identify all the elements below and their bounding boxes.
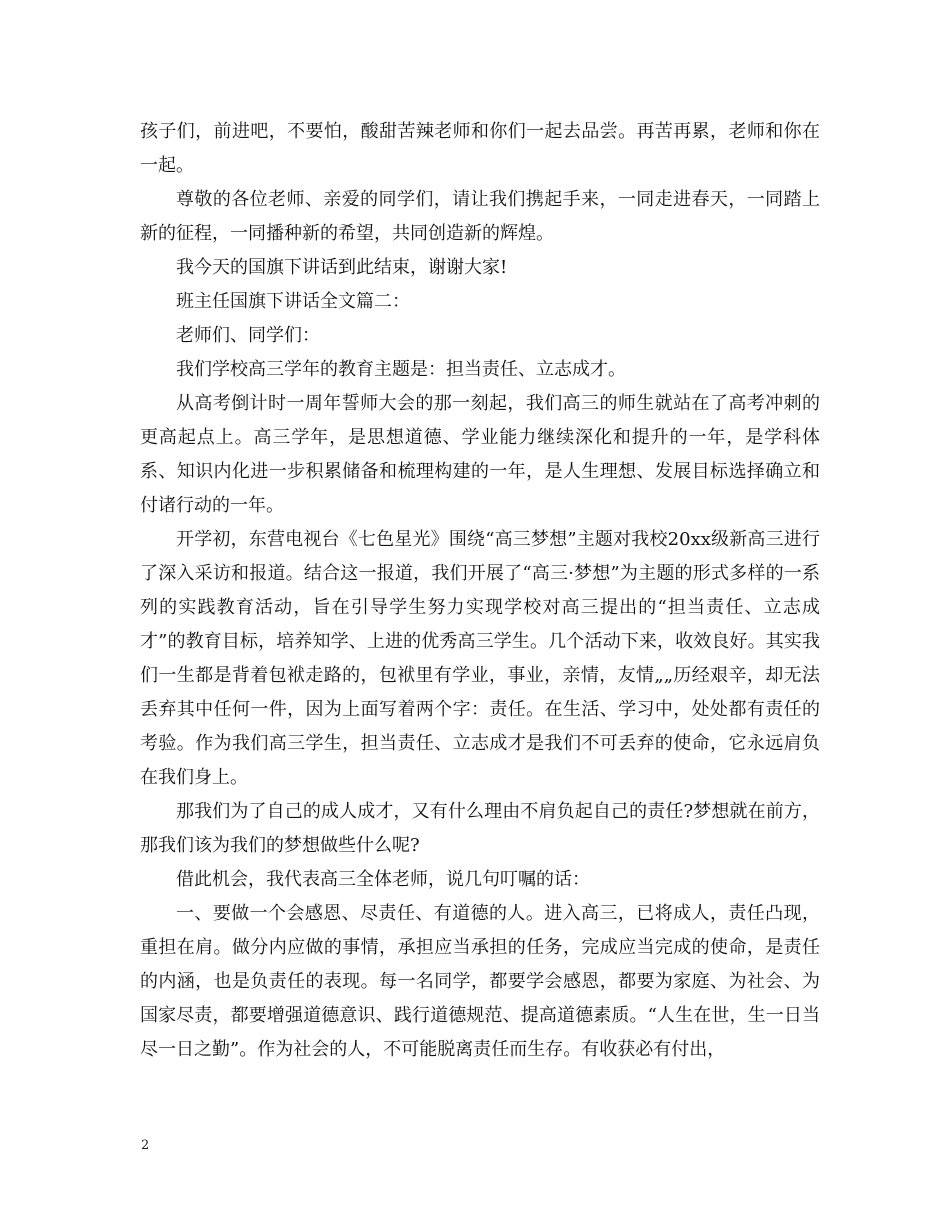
paragraph-3: 我今天的国旗下讲话到此结束，谢谢大家! <box>176 257 508 278</box>
paragraph-9: 那我们为了自己的成人成才，又有什么理由不肩负起自己的责任?梦想就在前方，那我们该为我们的梦想做些什么呢? <box>140 801 820 856</box>
paragraph-5: 老师们、同学们： <box>176 325 320 346</box>
paragraph-10: 借此机会，我代表高三全体老师，说几句叮嘱的话： <box>176 869 590 890</box>
paragraph-8: 开学初，东营电视台《七色星光》围绕“高三梦想”主题对我校20xx级新高三进行了深入采访和报道。结合这一报道，我们开展了“高三·梦想”为主题的形式多样的一系列的实践教育活动，旨在引导学生努力实现学校对高三提出的“担当责任、立志成才”的教育目标，培养知学、上进的优秀高三学生。几个活动下来，收效良好。其实我们一生都是背着包袱走路的，包袱里有学业，事业，亲情，友情„„历经艰辛，却无法丢弃其中任何一件，因为上面写着两个字：责任。在生活、学习中，处处都有责任的考验。作为我们高三学生，担当责任、立志成才是我们不可丢弃的使命，它永远肩负在我们身上。 <box>140 529 820 788</box>
paragraph-6: 我们学校高三学年的教育主题是：担当责任、立志成才。 <box>176 359 626 380</box>
paragraph-4: 班主任国旗下讲话全文篇二： <box>176 291 410 312</box>
page-number: 2 <box>141 1138 150 1153</box>
paragraph-11: 一、要做一个会感恩、尽责任、有道德的人。进入高三，已将成人，责任凸现，重担在肩。做分内应做的事情，承担应当承担的任务，完成应当完成的使命，是责任的内涵，也是负责任的表现。每一名同学，都要学会感恩，都要为家庭、为社会、为国家尽责，都要增强道德意识、践行道德规范、提高道德素质。“人生在世，生一日当尽一日之勤”。作为社会的人，不可能脱离责任而生存。有收获必有付出， <box>140 903 820 1060</box>
paragraph-1: 孩子们，前进吧，不要怕，酸甜苦辣老师和你们一起去品尝。再苦再累，老师和你在一起。 <box>140 121 820 176</box>
paragraph-7: 从高考倒计时一周年誓师大会的那一刻起，我们高三的师生就站在了高考冲刺的更高起点上。高三学年，是思想道德、学业能力继续深化和提升的一年，是学科体系、知识内化进一步积累储备和梳理构建的一年，是人生理想、发展目标选择确立和付诸行动的一年。 <box>140 393 820 516</box>
paragraph-2: 尊敬的各位老师、亲爱的同学们，请让我们携起手来，一同走进春天，一同踏上新的征程，一同播种新的希望，共同创造新的辉煌。 <box>140 189 820 244</box>
document-body <box>140 115 820 1067</box>
